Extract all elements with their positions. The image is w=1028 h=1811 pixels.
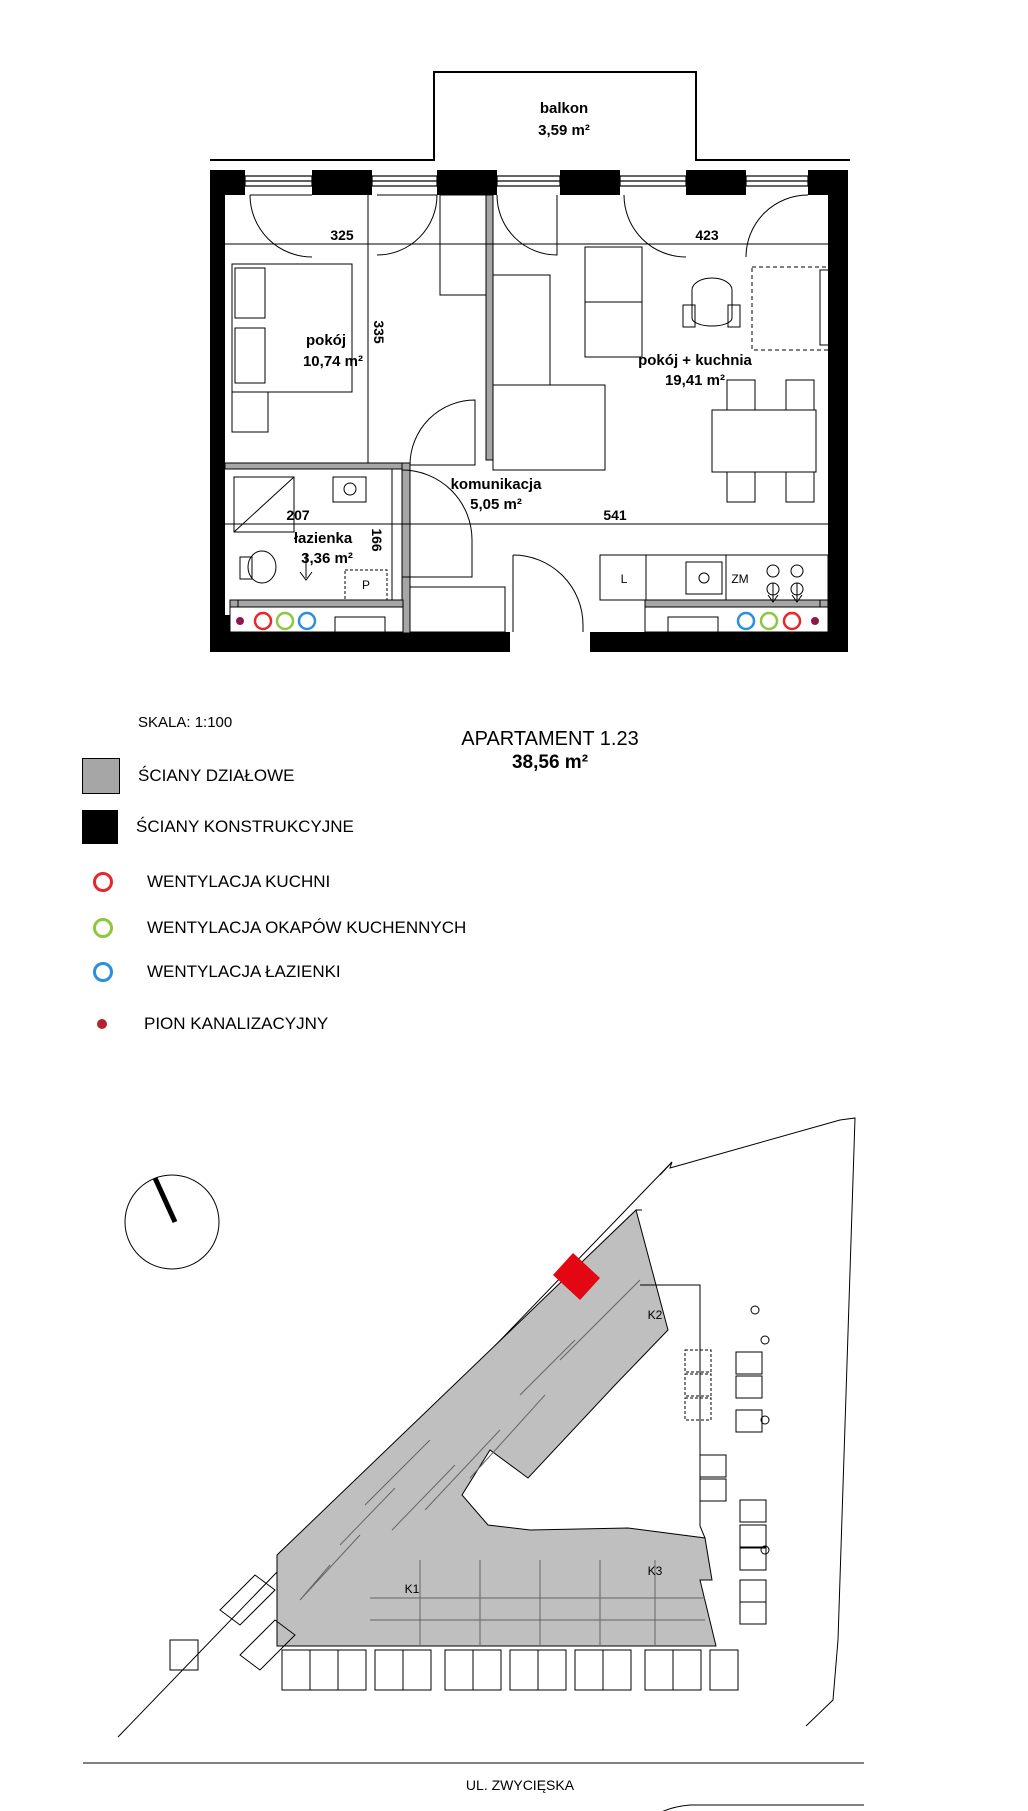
lazienka-name: łazienka <box>293 530 353 547</box>
floor-plan <box>0 0 1028 680</box>
legend-label: PION KANALIZACYJNY <box>144 1014 329 1033</box>
legend-label: ŚCIANY DZIAŁOWE <box>138 766 295 785</box>
legend-drain-pipe <box>82 1014 328 1034</box>
k2-label: K2 <box>647 1308 663 1322</box>
dim-166: 166 <box>369 528 385 552</box>
apartment-name: APARTAMENT 1.23 <box>461 728 639 750</box>
dim-325: 325 <box>330 227 354 243</box>
legend-label: WENTYLACJA ŁAZIENKI <box>147 962 341 981</box>
red-circle-icon <box>93 872 113 892</box>
dim-335: 335 <box>371 320 387 344</box>
grey-square-icon <box>82 758 120 794</box>
kitchen-counter <box>600 555 828 602</box>
fixture-l: L <box>620 572 628 586</box>
legend-label: ŚCIANY KONSTRUKCYJNE <box>136 817 354 836</box>
living-furniture <box>440 195 830 502</box>
entry-door <box>410 555 583 632</box>
apartment-area: 38,56 m² <box>511 752 589 773</box>
legend-kitchen-vent <box>82 872 330 892</box>
legend-label: WENTYLACJA KUCHNI <box>147 872 331 891</box>
pokoj-name: pokój <box>306 332 346 349</box>
k1-label: K1 <box>404 1582 420 1596</box>
dim-423: 423 <box>695 227 719 243</box>
balcony-outline <box>210 72 850 160</box>
legend-label: WENTYLACJA OKAPÓW KUCHENNYCH <box>147 918 467 937</box>
legend-bathroom-vent <box>82 962 341 982</box>
scale-label: SKALA: 1:100 <box>138 714 233 731</box>
legend-partition-walls <box>82 758 295 794</box>
pokoj-kuchnia-area: 19,41 m² <box>664 372 726 389</box>
green-circle-icon <box>93 918 113 938</box>
site-plan <box>0 1100 1028 1811</box>
legend-hood-vent <box>82 918 466 938</box>
balkon-area: 3,59 m² <box>538 122 590 139</box>
dot-icon <box>97 1019 107 1029</box>
komunikacja-area: 5,05 m² <box>470 496 522 513</box>
komunikacja-name: komunikacja <box>450 476 542 493</box>
partition-walls <box>225 195 828 633</box>
fixture-p: P <box>361 578 371 592</box>
fixture-zm: ZM <box>731 572 749 586</box>
vent-shafts <box>230 607 828 632</box>
balkon-name: balkon <box>539 100 589 117</box>
k3-label: K3 <box>647 1564 663 1578</box>
black-square-icon <box>82 810 118 844</box>
building-footprint <box>277 1210 716 1646</box>
legend-structural-walls <box>82 810 354 844</box>
blue-circle-icon <box>93 962 113 982</box>
pokoj-area: 10,74 m² <box>302 353 364 370</box>
dim-207: 207 <box>286 507 310 523</box>
pokoj-kuchnia-name: pokój + kuchnia <box>638 352 752 369</box>
lazienka-area: 3,36 m² <box>301 550 353 567</box>
dim-541: 541 <box>603 507 627 523</box>
window-swings <box>250 195 808 257</box>
compass-icon <box>125 1175 219 1269</box>
street-label: UL. ZWYCIĘSKA <box>465 1777 575 1793</box>
